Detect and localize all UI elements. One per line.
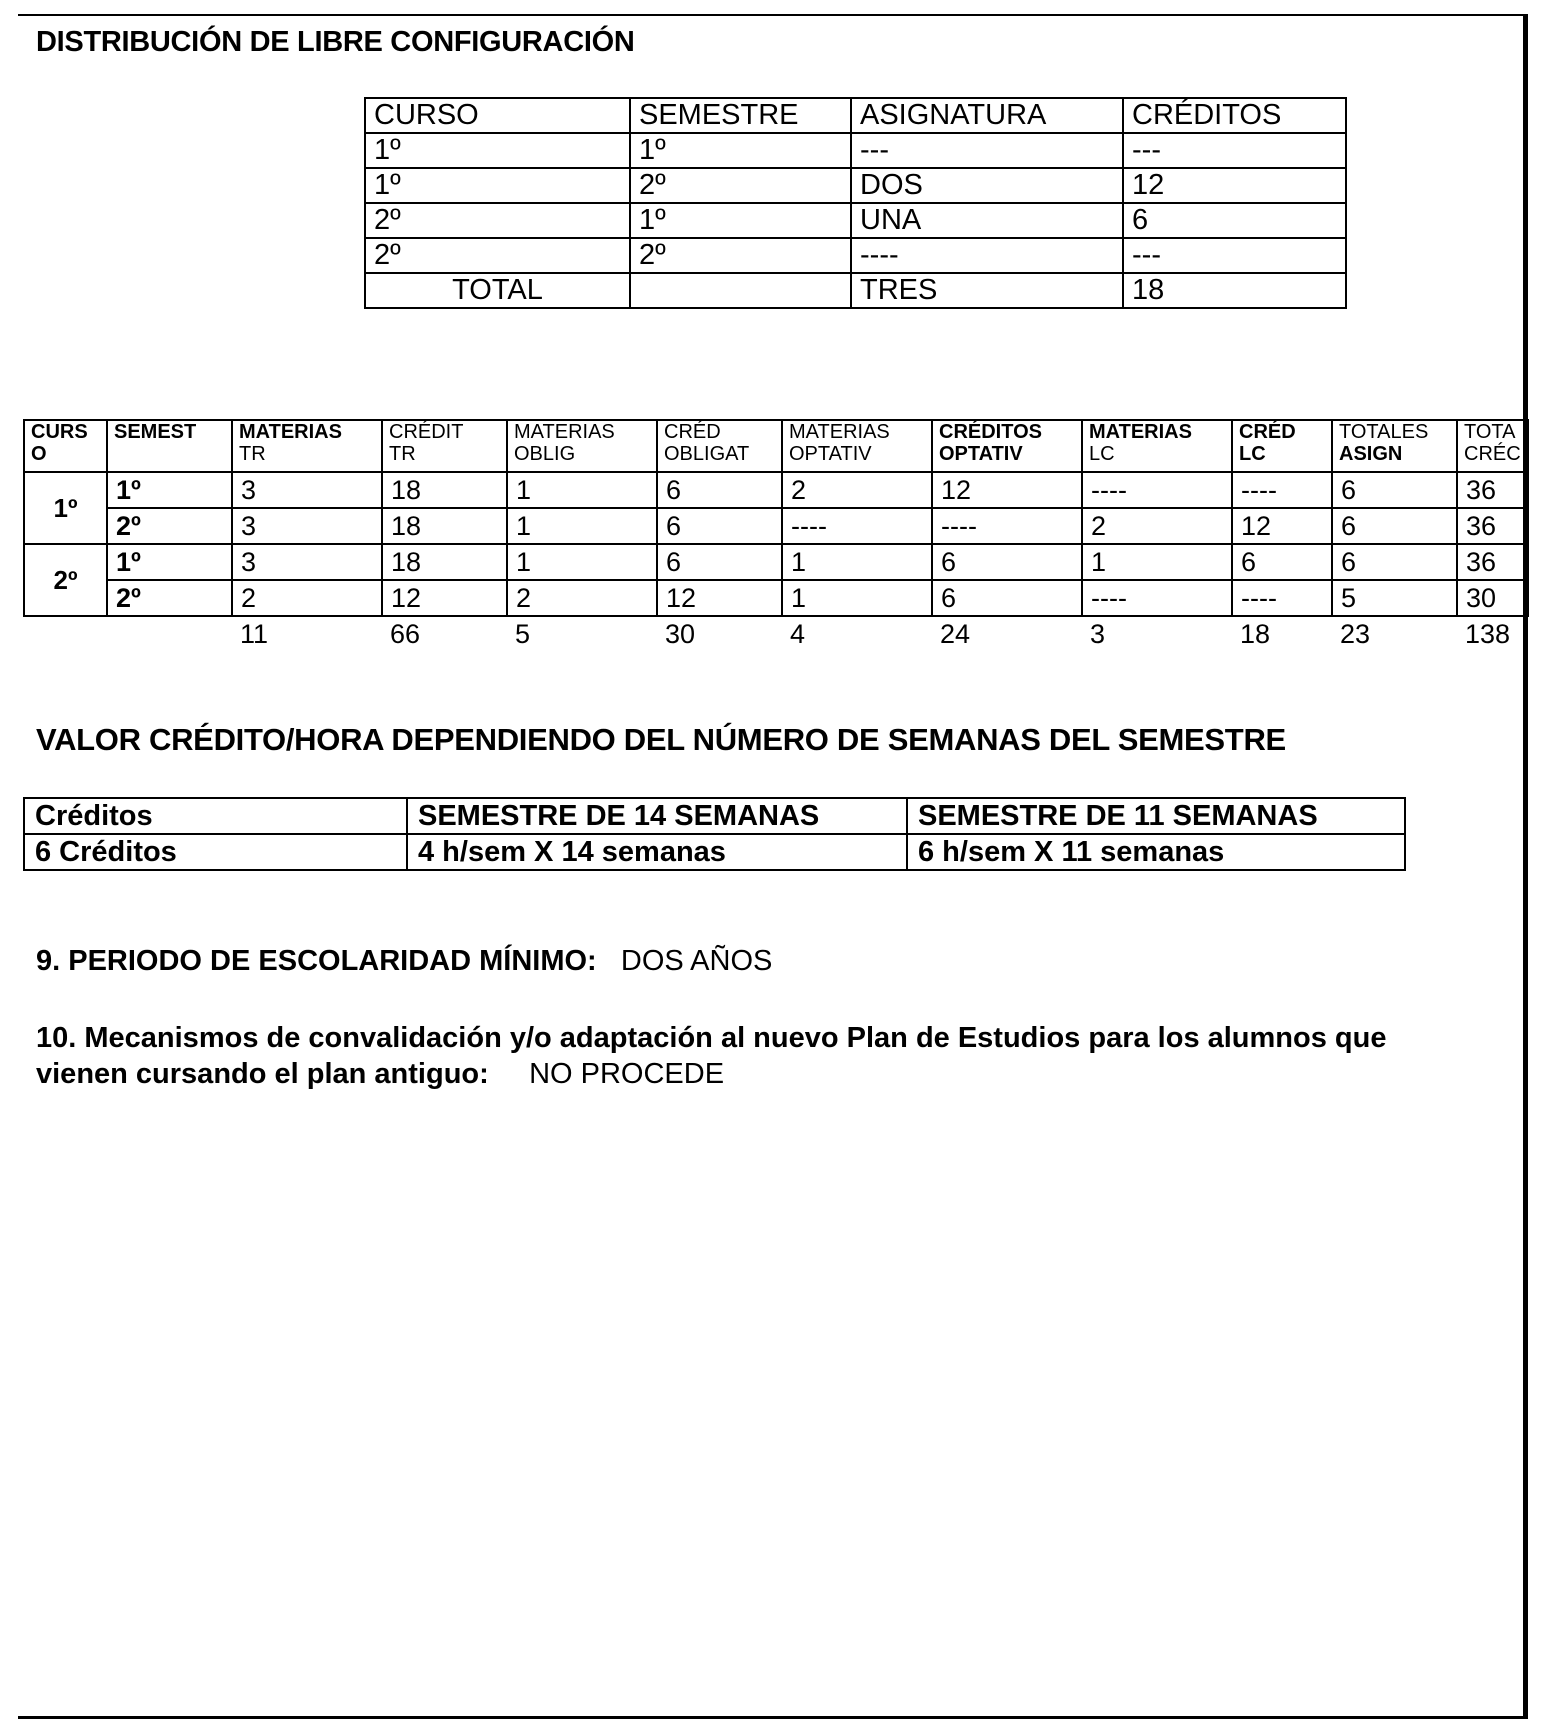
cell: 6 [1332, 508, 1457, 544]
total-cell: 18 [1240, 619, 1271, 649]
cell-semestre: 1º [107, 472, 232, 508]
cell: 1 [507, 472, 657, 508]
cell: 3 [232, 544, 382, 580]
cell: ---- [1232, 472, 1332, 508]
cell-semestre-14: 4 h/sem X 14 semanas [407, 834, 907, 870]
cell-creditos: 6 [1123, 203, 1346, 238]
cell-creditos: 6 Créditos [24, 834, 407, 870]
total-cell: 5 [515, 619, 531, 649]
cell: ---- [1082, 580, 1232, 616]
cell-semestre-11: 6 h/sem X 11 semanas [907, 834, 1405, 870]
header-asignatura: ASIGNATURA [851, 98, 1123, 133]
cell: 12 [382, 580, 507, 616]
header-materias-oblig: MATERIAS OBLIG [507, 420, 657, 472]
periodo-label: 9. PERIODO DE ESCOLARIDAD MÍNIMO: [36, 945, 597, 977]
header-creditos-tr: CRÉDIT TR [382, 420, 507, 472]
cell: ---- [932, 508, 1082, 544]
total-cell: 23 [1340, 619, 1371, 649]
periodo-value: DOS AÑOS [620, 945, 773, 977]
cell-asignatura: ---- [851, 238, 1123, 273]
distribucion-creditos-table [23, 419, 1529, 651]
cell-semestre: 1º [630, 203, 851, 238]
cell-curso: 1º [24, 472, 107, 544]
header-semestre: SEMEST [107, 420, 232, 472]
cell: 6 [657, 472, 782, 508]
table-row [365, 133, 1346, 168]
cell: 36 [1457, 544, 1528, 580]
header-creditos: CRÉDITOS [1123, 98, 1346, 133]
table-row [24, 472, 1528, 508]
cell: 6 [932, 544, 1082, 580]
cell: 36 [1457, 472, 1528, 508]
total-row [365, 273, 1346, 308]
cell-asignatura: --- [851, 133, 1123, 168]
header-curso: CURSO [365, 98, 630, 133]
header-semestre-14: SEMESTRE DE 14 SEMANAS [407, 798, 907, 834]
cell: 6 [1332, 472, 1457, 508]
cell-curso: 2º [365, 203, 630, 238]
cell: 6 [657, 544, 782, 580]
cell-semestre: 1º [630, 133, 851, 168]
cell: 18 [382, 472, 507, 508]
cell-curso: 2º [24, 544, 107, 616]
cell-asignatura: DOS [851, 168, 1123, 203]
cell-creditos: 12 [1123, 168, 1346, 203]
cell-semestre: 1º [107, 544, 232, 580]
table-row [365, 238, 1346, 273]
mecanismos-convalidacion [36, 1020, 1476, 1092]
table-row [24, 580, 1528, 616]
cell: 12 [932, 472, 1082, 508]
cell: 2 [507, 580, 657, 616]
cell-semestre: 2º [107, 580, 232, 616]
total-cell: 24 [940, 619, 971, 649]
valor-credito-table [23, 797, 1406, 871]
cell: 18 [382, 544, 507, 580]
total-asignatura: TRES [851, 273, 1123, 308]
header-totales-asign: TOTALES ASIGN [1332, 420, 1457, 472]
cell: 6 [1232, 544, 1332, 580]
total-cell: 138 [1465, 619, 1511, 649]
table-header-row [24, 420, 1528, 472]
cell: 6 [1332, 544, 1457, 580]
cell-curso: 2º [365, 238, 630, 273]
cell: 2 [232, 580, 382, 616]
cell: 3 [232, 508, 382, 544]
header-creditos-lc: CRÉD LC [1232, 420, 1332, 472]
cell-semestre: 2º [630, 238, 851, 273]
total-cell: 66 [390, 619, 421, 649]
cell-curso: 1º [365, 168, 630, 203]
total-cell: 4 [790, 619, 806, 649]
cell: ---- [782, 508, 932, 544]
cell: 5 [1332, 580, 1457, 616]
header-creditos-optativ: CRÉDITOS OPTATIV [932, 420, 1082, 472]
cell: ---- [1232, 580, 1332, 616]
total-cell: 11 [240, 619, 269, 649]
table-header-row [24, 798, 1405, 834]
cell: 6 [657, 508, 782, 544]
header-creditos-oblig: CRÉD OBLIGAT [657, 420, 782, 472]
cell: 2 [1082, 508, 1232, 544]
header-materias-tr: MATERIAS TR [232, 420, 382, 472]
table-row [365, 203, 1346, 238]
cell: ---- [1082, 472, 1232, 508]
cell: 18 [382, 508, 507, 544]
cell: 1 [782, 544, 932, 580]
cell: 1 [507, 508, 657, 544]
header-semestre-11: SEMESTRE DE 11 SEMANAS [907, 798, 1405, 834]
mecanismos-value: NO PROCEDE [529, 1058, 725, 1090]
cell-curso: 1º [365, 133, 630, 168]
total-label: TOTAL [365, 273, 630, 308]
cell-semestre: 2º [107, 508, 232, 544]
table-row [24, 508, 1528, 544]
cell: 12 [1232, 508, 1332, 544]
table-row [365, 168, 1346, 203]
header-curso: CURS O [24, 420, 107, 472]
total-cell: 3 [1090, 619, 1106, 649]
cell: 12 [657, 580, 782, 616]
header-creditos: Créditos [24, 798, 407, 834]
mecanismos-label: 10. Mecanismos de convalidación y/o adaptación al nuevo Plan de Estudios para los alumnos que vienen cursando el plan antiguo: [36, 1022, 1387, 1090]
libre-configuracion-table [364, 97, 1347, 309]
total-semestre [630, 273, 851, 308]
table-header-row [365, 98, 1346, 133]
cell: 30 [1457, 580, 1528, 616]
cell: 1 [1082, 544, 1232, 580]
cell: 36 [1457, 508, 1528, 544]
cell-semestre: 2º [630, 168, 851, 203]
header-semestre: SEMESTRE [630, 98, 851, 133]
cell-asignatura: UNA [851, 203, 1123, 238]
cell: 1 [782, 580, 932, 616]
cell-creditos: --- [1123, 238, 1346, 273]
cell: 3 [232, 472, 382, 508]
cell: 6 [932, 580, 1082, 616]
cell: 1 [507, 544, 657, 580]
valor-credito-title: VALOR CRÉDITO/HORA DEPENDIENDO DEL NÚMERO DE SEMANAS DEL SEMESTRE [36, 722, 1286, 757]
cell: 2 [782, 472, 932, 508]
header-materias-optativ: MATERIAS OPTATIV [782, 420, 932, 472]
table-row [24, 834, 1405, 870]
periodo-escolaridad [36, 945, 772, 978]
totals-row [24, 616, 1528, 651]
table-row [24, 544, 1528, 580]
cell-creditos: --- [1123, 133, 1346, 168]
header-totales-creditos: TOTA CRÉC [1457, 420, 1528, 472]
libre-configuracion-title: DISTRIBUCIÓN DE LIBRE CONFIGURACIÓN [36, 26, 635, 58]
total-cell: 30 [665, 619, 696, 649]
header-materias-lc: MATERIAS LC [1082, 420, 1232, 472]
total-creditos: 18 [1123, 273, 1346, 308]
